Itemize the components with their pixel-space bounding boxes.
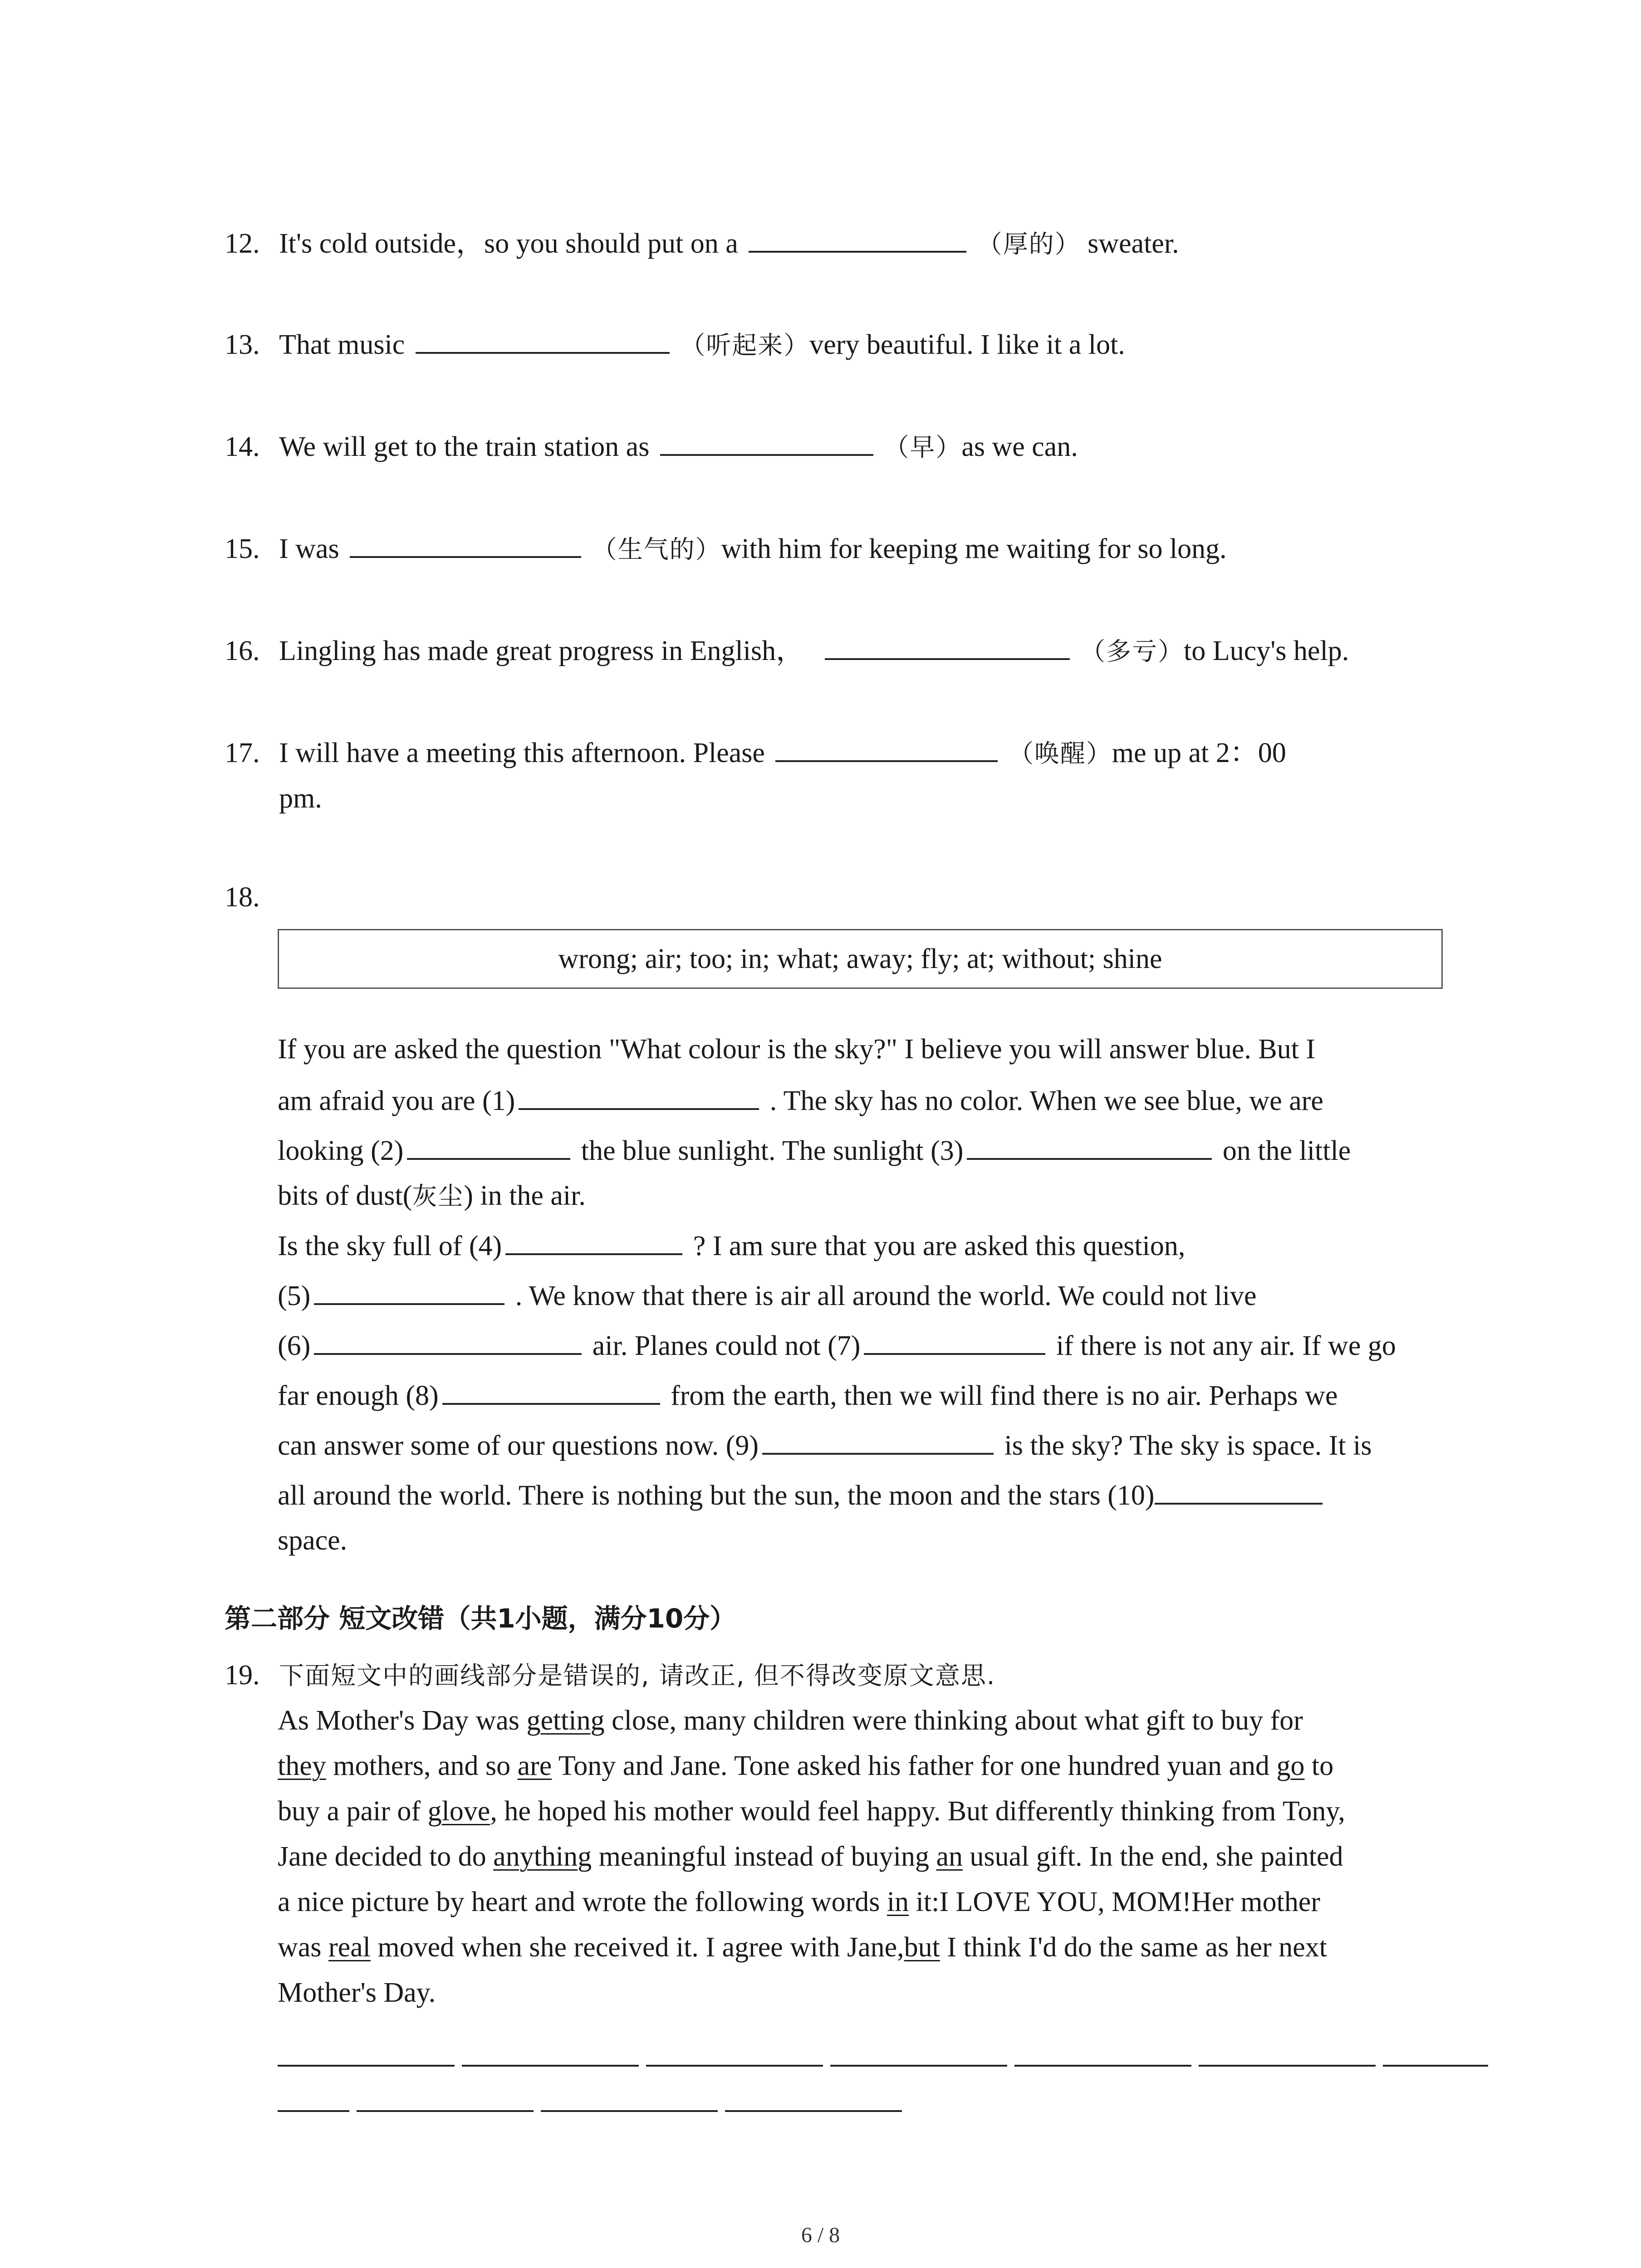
blank-5[interactable] bbox=[314, 1277, 505, 1305]
passage-text: bits of dust( bbox=[278, 1180, 412, 1211]
passage-line bbox=[278, 1476, 1326, 1513]
question-number: 17. bbox=[225, 738, 260, 768]
passage-text: . We know that there is air all around the world. We could not live bbox=[515, 1281, 1257, 1311]
underlined-error-word: an bbox=[936, 1841, 963, 1872]
chinese-gloss: 灰尘 bbox=[412, 1182, 464, 1211]
question-number: 16. bbox=[225, 635, 260, 666]
question-text: with him for keeping me waiting for so long. bbox=[721, 533, 1227, 564]
blank-6[interactable] bbox=[314, 1327, 582, 1355]
question-text: Lingling has made great progress in English， bbox=[279, 635, 804, 666]
question-text: as we can. bbox=[961, 431, 1078, 462]
passage-text: ) in the air. bbox=[464, 1180, 586, 1211]
passage-text: space. bbox=[278, 1525, 348, 1556]
passage-line bbox=[278, 1427, 1372, 1463]
blank-8[interactable] bbox=[442, 1377, 660, 1405]
passage-text: , he hoped his mother would feel happy. But differently thinking from Tony, bbox=[490, 1796, 1345, 1827]
passage-text: Jane decided to do bbox=[278, 1841, 494, 1872]
passage-text: As Mother's Day was bbox=[278, 1705, 527, 1736]
chinese-hint: （厚的） bbox=[977, 230, 1081, 259]
question-16 bbox=[225, 632, 1349, 669]
answer-blank[interactable] bbox=[749, 225, 966, 253]
question-text: sweater. bbox=[1087, 228, 1179, 259]
question-number: 12. bbox=[225, 228, 260, 259]
question-text: I will have a meeting this afternoon. Please bbox=[279, 738, 765, 768]
passage-line bbox=[278, 1703, 1303, 1738]
question-text: me up at 2：00 bbox=[1112, 738, 1286, 768]
passage-text: If you are asked the question "What colour is the sky?" I believe you will answer blue. But I bbox=[278, 1034, 1316, 1065]
answer-line[interactable] bbox=[1383, 2065, 1488, 2067]
question-text: pm. bbox=[279, 783, 322, 814]
passage-text: Tony and Jane. Tone asked his father for one hundred yuan and bbox=[552, 1750, 1277, 1781]
passage-text: can answer some of our questions now. (9) bbox=[278, 1430, 759, 1461]
passage-text: it:I LOVE YOU, MOM!Her mother bbox=[909, 1887, 1321, 1917]
passage-line bbox=[278, 1132, 1351, 1168]
passage-text: I think I'd do the same as her next bbox=[940, 1932, 1327, 1963]
underlined-error-word: real bbox=[328, 1932, 371, 1963]
passage-text: all around the world. There is nothing but the sun, the moon and the stars (10) bbox=[278, 1480, 1155, 1511]
blank-7[interactable] bbox=[864, 1327, 1045, 1355]
section-title: 第二部分 短文改错（共1小题，满分10分） bbox=[225, 1603, 736, 1634]
question-number: 13. bbox=[225, 329, 260, 360]
chinese-hint: （早） bbox=[884, 433, 962, 462]
passage-text: a nice picture by heart and wrote the following words bbox=[278, 1887, 887, 1917]
answer-line[interactable] bbox=[278, 2110, 349, 2112]
question-15 bbox=[225, 530, 1227, 567]
passage-text: (5) bbox=[278, 1281, 311, 1311]
question-17 bbox=[225, 734, 1286, 771]
blank-10[interactable] bbox=[1155, 1476, 1323, 1505]
passage-line bbox=[278, 1885, 1320, 1919]
passage-line bbox=[278, 1749, 1333, 1783]
passage-text: if there is not any air. If we go bbox=[1056, 1330, 1396, 1361]
page-number: 6 / 8 bbox=[801, 2223, 840, 2247]
passage-text: Mother's Day. bbox=[278, 1977, 436, 2008]
passage-line bbox=[278, 1277, 1257, 1313]
question-number: 15. bbox=[225, 533, 260, 564]
answer-line[interactable] bbox=[725, 2110, 902, 2112]
passage-text: close, many children were thinking about what gift to buy for bbox=[604, 1705, 1303, 1736]
question-19-header bbox=[225, 1658, 995, 1693]
blank-4[interactable] bbox=[505, 1227, 682, 1255]
passage-text: usual gift. In the end, she painted bbox=[963, 1841, 1343, 1872]
underlined-error-word: are bbox=[517, 1750, 552, 1781]
passage-text: buy a pair of bbox=[278, 1796, 428, 1827]
passage-line bbox=[278, 1227, 1185, 1263]
passage-text: was bbox=[278, 1932, 328, 1963]
answer-line[interactable] bbox=[541, 2110, 718, 2112]
underlined-error-word: glove bbox=[427, 1796, 490, 1827]
passage-text: to bbox=[1304, 1750, 1334, 1781]
answer-line[interactable] bbox=[646, 2065, 823, 2067]
answer-blank[interactable] bbox=[825, 632, 1070, 660]
blank-1[interactable] bbox=[519, 1082, 759, 1110]
question-text: very beautiful. I like it a lot. bbox=[809, 329, 1125, 360]
answer-blank[interactable] bbox=[350, 530, 581, 558]
passage-line bbox=[278, 1032, 1315, 1066]
question-12 bbox=[225, 225, 1179, 261]
word-bank-box bbox=[278, 929, 1443, 989]
underlined-error-word: they bbox=[278, 1750, 326, 1781]
passage-text: air. Planes could not (7) bbox=[592, 1330, 861, 1361]
passage-text: meaningful instead of buying bbox=[592, 1841, 936, 1872]
passage-text: on the little bbox=[1222, 1135, 1351, 1166]
chinese-hint: （生气的） bbox=[592, 535, 721, 564]
chinese-hint: （唤醒） bbox=[1008, 739, 1112, 768]
underlined-error-word: anything bbox=[493, 1841, 592, 1872]
answer-blank[interactable] bbox=[416, 326, 670, 354]
answer-line[interactable] bbox=[278, 2065, 455, 2067]
question-number: 19. bbox=[225, 1660, 260, 1691]
passage-text: mothers, and so bbox=[326, 1750, 518, 1781]
answer-line[interactable] bbox=[830, 2065, 1007, 2067]
question-text: That music bbox=[279, 329, 405, 360]
question-17-continuation bbox=[279, 781, 322, 816]
underlined-error-word: go bbox=[1276, 1750, 1305, 1781]
word-bank-text: wrong; air; too; in; what; away; fly; at; without; shine bbox=[558, 943, 1162, 974]
answer-line[interactable] bbox=[357, 2110, 534, 2112]
passage-line bbox=[278, 1839, 1343, 1874]
passage-text: moved when she received it. I agree with Jane, bbox=[370, 1932, 904, 1963]
answer-line[interactable] bbox=[462, 2065, 639, 2067]
underlined-error-word: in bbox=[887, 1887, 909, 1917]
underlined-error-word: but bbox=[904, 1932, 940, 1963]
passage-text: . The sky has no color. When we see blue, we are bbox=[769, 1085, 1323, 1116]
chinese-hint: （听起来） bbox=[680, 331, 810, 360]
answer-blank[interactable] bbox=[660, 428, 873, 456]
passage-text: the blue sunlight. The sunlight (3) bbox=[581, 1135, 964, 1166]
answer-blank[interactable] bbox=[775, 734, 998, 762]
question-text: It's cold outside，so you should put on a bbox=[279, 228, 738, 259]
passage-text: looking (2) bbox=[278, 1135, 404, 1166]
passage-line bbox=[278, 1377, 1337, 1413]
passage-line bbox=[278, 1523, 347, 1558]
underlined-error-word: getting bbox=[526, 1705, 605, 1736]
passage-text: far enough (8) bbox=[278, 1380, 439, 1411]
passage-text: is the sky? The sky is space. It is bbox=[1004, 1430, 1372, 1461]
question-text: We will get to the train station as bbox=[279, 431, 650, 462]
passage-text: from the earth, then we will find there is no air. Perhaps we bbox=[671, 1380, 1338, 1411]
passage-line bbox=[278, 1975, 436, 2010]
question-18-number: 18. bbox=[225, 882, 260, 913]
answer-line[interactable] bbox=[1199, 2065, 1376, 2067]
passage-line bbox=[278, 1930, 1327, 1965]
question-number: 14. bbox=[225, 431, 260, 462]
question-13 bbox=[225, 326, 1125, 362]
passage-line bbox=[278, 1178, 586, 1213]
chinese-hint: （多亏） bbox=[1080, 637, 1184, 666]
answer-line[interactable] bbox=[1014, 2065, 1191, 2067]
passage-line bbox=[278, 1327, 1396, 1363]
question-instruction: 下面短文中的画线部分是错误的, 请改正, 但不得改变原文意思. bbox=[279, 1661, 996, 1690]
blank-2[interactable] bbox=[407, 1132, 570, 1160]
question-14 bbox=[225, 428, 1078, 464]
passage-line bbox=[278, 1794, 1345, 1828]
question-text: I was bbox=[279, 533, 339, 564]
passage-text: am afraid you are (1) bbox=[278, 1085, 515, 1116]
passage-text: ? I am sure that you are asked this question, bbox=[693, 1231, 1185, 1261]
question-text: to Lucy's help. bbox=[1184, 635, 1349, 666]
passage-line bbox=[278, 1082, 1323, 1118]
passage-text: Is the sky full of (4) bbox=[278, 1231, 502, 1261]
passage-text: (6) bbox=[278, 1330, 311, 1361]
blank-9[interactable] bbox=[762, 1427, 994, 1455]
blank-3[interactable] bbox=[967, 1132, 1212, 1160]
